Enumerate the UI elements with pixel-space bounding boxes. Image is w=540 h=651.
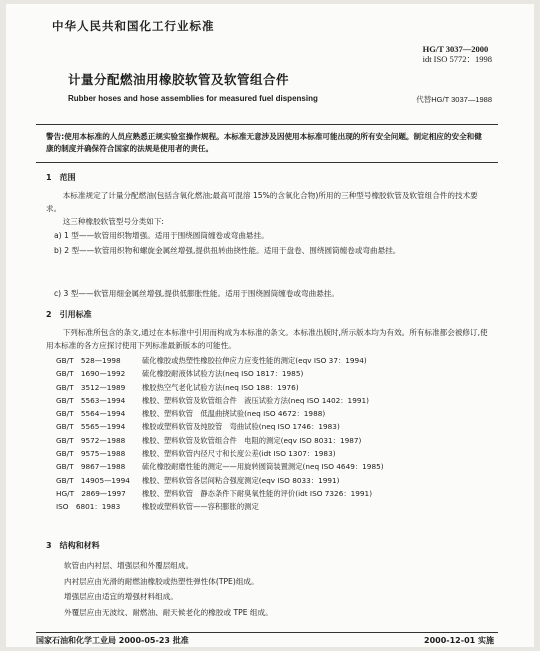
replaces-note: 代替HG/T 3037—1988 [416,95,492,104]
reference-item: HG/T 2869—1997 橡胶、塑料软管 静态条件下耐臭氧性能的评价(idt ISO 7326：1991) [56,488,373,498]
reference-item: GB/T 528—1998 硫化橡胶或热塑性橡胶拉伸应力应变性能的测定(eqv ISO 37：1994) [56,356,367,365]
section-2-heading: 2 引用标准 [46,310,92,319]
reference-item: GB/T 5563—1994 橡胶、塑料软管及软管组合件 液压试验方法(neq ISO 1402：1991) [56,395,369,405]
warning-notice: 警告:使用本标准的人员应熟悉正规实验室操作规程。本标准无意涉及因使用本标准可能出现的所有安全问题。制定相应的安全和健康的制度并确保符合国家的法规是使用者的责任。 [46,132,482,153]
standard-code: HG/T 3037—2000 [422,44,489,54]
reference-item: ISO 6801：1983 橡胶或塑料软管——容积膨胀的测定 [56,502,259,512]
reference-item: GB/T 14905—1994 橡胶、塑料软管各层间粘合强度测定(eqv ISO 8033：1991) [56,475,340,485]
type-3-item: c) 3 型——软管用细金属丝增强,提供低膨胀性能。适用于围绕圆筒缠卷或弯曲悬挂。 [54,289,339,298]
types-intro: 这三种橡胶软管型号分类如下: [62,217,164,226]
materials-line: 增强层应由适宜的增强材料组成。 [64,592,178,601]
reference-item: GB/T 1690—1992 硫化橡胶耐液体试验方法(neq ISO 1817：1985) [56,369,304,379]
type-1-item: a) 1 型——软管用织物增强。适用于围绕圆筒缠卷或弯曲悬挂。 [54,231,269,240]
reference-item: GB/T 9575—1988 橡胶、塑料软管内径尺寸和长度公差(idt ISO 1307：1983) [56,449,336,459]
footer-divider [36,632,498,633]
header-divider [36,124,498,125]
reference-item: GB/T 5565—1994 橡胶或塑料软管及纯胶管 弯曲试验(neq ISO 1746：1983) [56,422,340,432]
document-title-cn: 计量分配燃油用橡胶软管及软管组合件 [68,72,290,87]
structure-materials [64,558,488,620]
reference-item: GB/T 9572—1988 橡胶、塑料软管及软管组合件 电阻的测定(eqv ISO 8031：1987) [56,435,362,445]
warning-divider [36,162,498,163]
type-2-item: b) 2 型——软管用织物和螺旋金属丝增强,提供扭转曲挠性能。适用于盘卷、围绕圆筒缠卷或弯曲悬挂。 [54,246,401,255]
document-title-en: Rubber hoses and hose assemblies for measured fuel dispensing [68,94,318,103]
effective-date: 2000-12-01 实施 [424,636,494,645]
materials-line: 外覆层应由无波纹、耐燃油、耐天候老化的橡胶或 TPE 组成。 [64,607,273,617]
materials-line: 内衬层应由光滑的耐燃油橡胶或热塑性弹性体(TPE)组成。 [64,576,259,586]
approval-info: 国家石油和化学工业局 2000-05-23 批准 [36,636,189,645]
iso-equivalence: idt ISO 5772：1998 [422,54,492,64]
section-3-heading: 3 结构和材料 [46,541,100,550]
standard-type-heading: 中华人民共和国化工行业标准 [52,19,215,33]
references-intro: 下列标准所包含的条文,通过在本标准中引用而构成为本标准的条文。本标准出版时,所示版本均为有效。所有标准都会被修订,使用本标准的各方应探讨使用下列标准最新版本的可能性。 [46,328,488,350]
materials-line: 软管由内衬层、增强层和外覆层组成。 [64,561,194,570]
reference-item: GB/T 5564—1994 橡胶、塑料软管 低温曲挠试验(neq ISO 4672：1988) [56,409,326,419]
standard-codes [423,44,492,64]
section-1-heading: 1 范围 [46,173,76,182]
reference-item: GB/T 3512—1989 橡胶热空气老化试验方法(neq ISO 188：1976) [56,382,299,392]
scope-paragraph: 本标准规定了计量分配燃油(包括含氧化燃油;最高可混溶 15%的含氧化合物)所用的三种型号橡胶软管及软管组合件的技术要求。 [46,191,478,213]
reference-item: GB/T 9867—1988 硫化橡胶耐磨性能的测定——用旋转圆筒装置测定(neq ISO 4649：1985) [56,462,384,472]
reference-list [46,354,488,514]
document-page [6,4,534,647]
